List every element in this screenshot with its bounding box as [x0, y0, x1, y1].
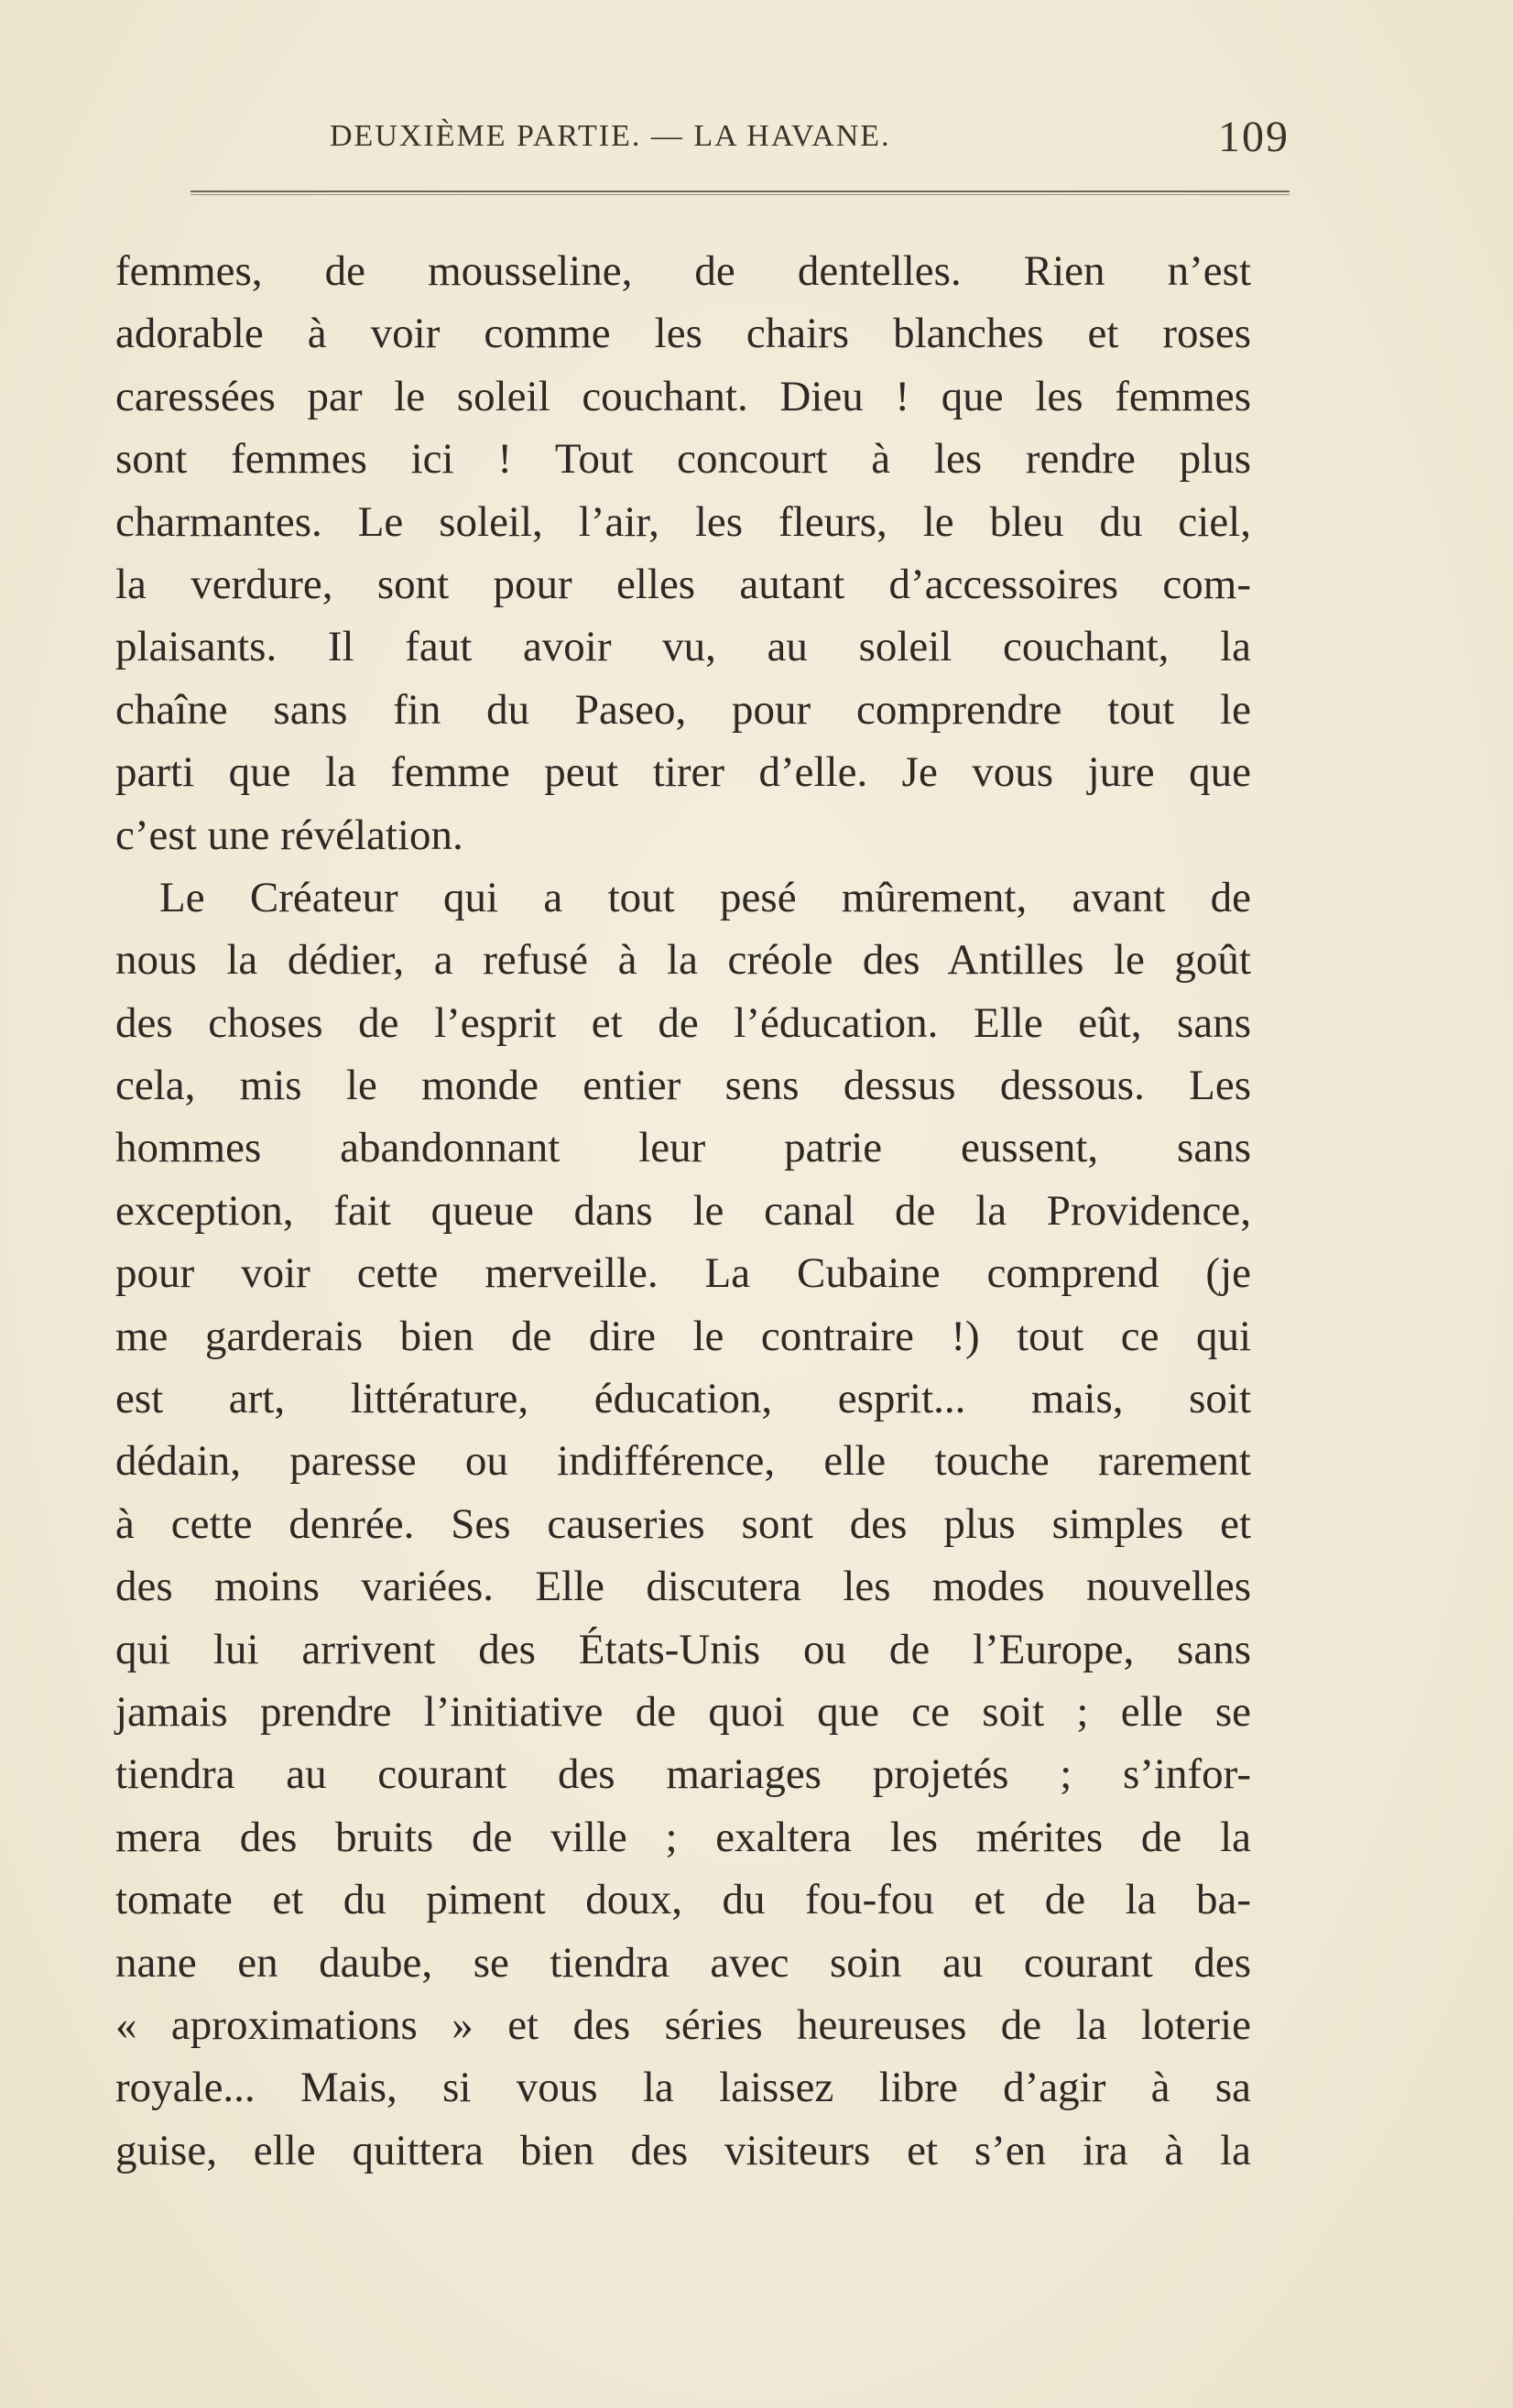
body-text: [115, 240, 1251, 2182]
text-line: pour voir cette merveille. La Cubaine comprend (je: [115, 1249, 1251, 1298]
paragraph-end-line: c’est une révélation.: [115, 811, 463, 859]
text-line: caressées par le soleil couchant. Dieu ! que les femmes: [115, 372, 1251, 420]
running-title: DEUXIÈME PARTIE. — LA HAVANE.: [330, 119, 891, 153]
text-line: hommes abandonnant leur patrie eussent, sans: [115, 1124, 1251, 1172]
text-line: des moins variées. Elle discutera les modes nouvelles: [115, 1563, 1251, 1611]
text-line: des choses de l’esprit et de l’éducation. Elle eût, sans: [115, 998, 1251, 1047]
text-line: qui lui arrivent des États-Unis ou de l’Europe, sans: [115, 1625, 1251, 1673]
text-line: parti que la femme peut tirer d’elle. Je vous jure que: [115, 748, 1251, 797]
running-header: [117, 108, 1290, 181]
text-line: plaisants. Il faut avoir vu, au soleil couchant, la: [115, 623, 1251, 671]
text-line: guise, elle quittera bien des visiteurs et s’en ira à la: [115, 2126, 1251, 2174]
text-line: charmantes. Le soleil, l’air, les fleurs, le bleu du ciel,: [115, 497, 1251, 546]
paragraph-start-line: Le Créateur qui a tout pesé mûrement, avant de: [159, 873, 1251, 921]
header-rule: [190, 191, 1290, 195]
text-line: chaîne sans fin du Paseo, pour comprendre tout le: [115, 685, 1251, 734]
text-line: sont femmes ici ! Tout concourt à les rendre plus: [115, 435, 1251, 484]
page-number: 109: [1218, 113, 1290, 161]
text-line: exception, fait queue dans le canal de la Providence,: [115, 1186, 1251, 1235]
text-line: mera des bruits de ville ; exaltera les mérites de la: [115, 1813, 1251, 1861]
text-line: nane en daube, se tiendra avec soin au courant des: [115, 1938, 1251, 1987]
text-line: nous la dédier, a refusé à la créole des Antilles le goût: [115, 936, 1251, 985]
text-line: dédain, paresse ou indifférence, elle touche rarement: [115, 1437, 1251, 1486]
text-line: jamais prendre l’initiative de quoi que ce soit ; elle se: [115, 1687, 1251, 1736]
text-line: est art, littérature, éducation, esprit... mais, soit: [115, 1375, 1251, 1423]
text-line: me garderais bien de dire le contraire !) tout ce qui: [115, 1312, 1251, 1360]
text-line: à cette denrée. Ses causeries sont des plus simples et: [115, 1499, 1251, 1548]
text-line: cela, mis le monde entier sens dessus dessous. Les: [115, 1062, 1251, 1110]
text-line: femmes, de mousseline, de dentelles. Rien n’est: [115, 247, 1251, 295]
text-line: royale... Mais, si vous la laissez libre d’agir à sa: [115, 2064, 1251, 2112]
text-line: tomate et du piment doux, du fou-fou et de la ba-: [115, 1876, 1251, 1924]
text-line: adorable à voir comme les chairs blanches et roses: [115, 310, 1251, 358]
text-line: tiendra au courant des mariages projetés ; s’infor-: [115, 1750, 1251, 1799]
text-line: la verdure, sont pour elles autant d’accessoires com-: [115, 560, 1251, 608]
text-line: « aproximations » et des séries heureuses de la loterie: [115, 2000, 1251, 2049]
